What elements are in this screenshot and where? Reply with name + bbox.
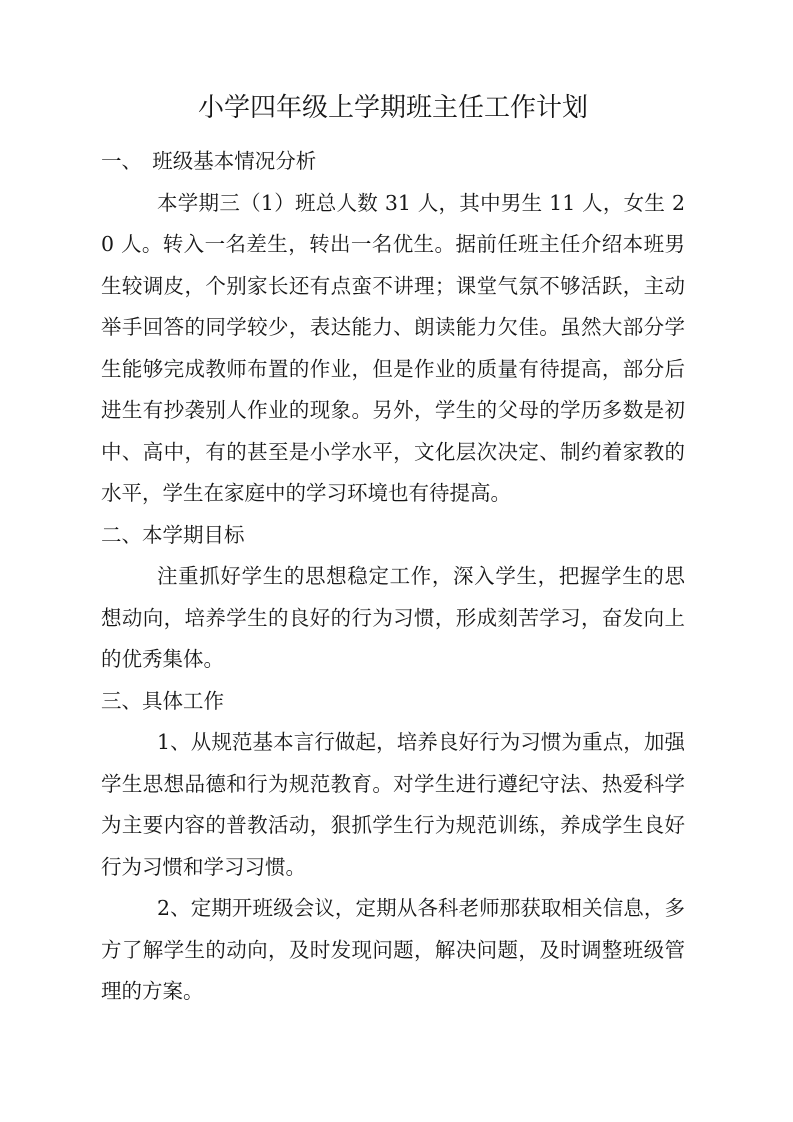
document-section [101, 681, 685, 1013]
section-heading: 一、 班级基本情况分析 [101, 149, 317, 173]
paragraph: 注重抓好学生的思想稳定工作，深入学生，把握学生的思想动向，培养学生的良好的行为习惯，形成刻苦学习，奋发向上的优秀集体。 [101, 564, 685, 671]
document-title: 小学四年级上学期班主任工作计划 [197, 93, 588, 123]
document-section [101, 515, 685, 681]
document-body [101, 141, 685, 1013]
section-heading: 三、具体工作 [101, 688, 224, 713]
document-section [101, 141, 685, 515]
paragraph: 2、定期开班级会议，定期从各科老师那获取相关信息，多方了解学生的动向，及时发现问题，解决问题，及时调整班级管理的方案。 [101, 896, 685, 1003]
paragraph: 本学期三（1）班总人数 31 人，其中男生 11 人，女生 20 人。转入一名差生，转出一名优生。据前任班主任介绍本班男生较调皮，个别家长还有点蛮不讲理；课堂气氛不够活跃，主动举手回答的同学较少，表达能力、朗读能力欠佳。虽然大部分学生能够完成教师布置的作业，但是作业的质量有待提高，部分后进生有抄袭别人作业的现象。另外，学生的父母的学历多数是初中、高中，有的甚至是小学水平，文化层次决定、制约着家教的水平，学生在家庭中的学习环境也有待提高。 [101, 190, 685, 505]
paragraph: 1、从规范基本言行做起，培养良好行为习惯为重点，加强学生思想品德和行为规范教育。对学生进行遵纪守法、热爱科学为主要内容的普教活动，狠抓学生行为规范训练，养成学生良好行为习惯和学习习惯。 [101, 730, 685, 879]
section-heading: 二、本学期目标 [101, 522, 245, 547]
